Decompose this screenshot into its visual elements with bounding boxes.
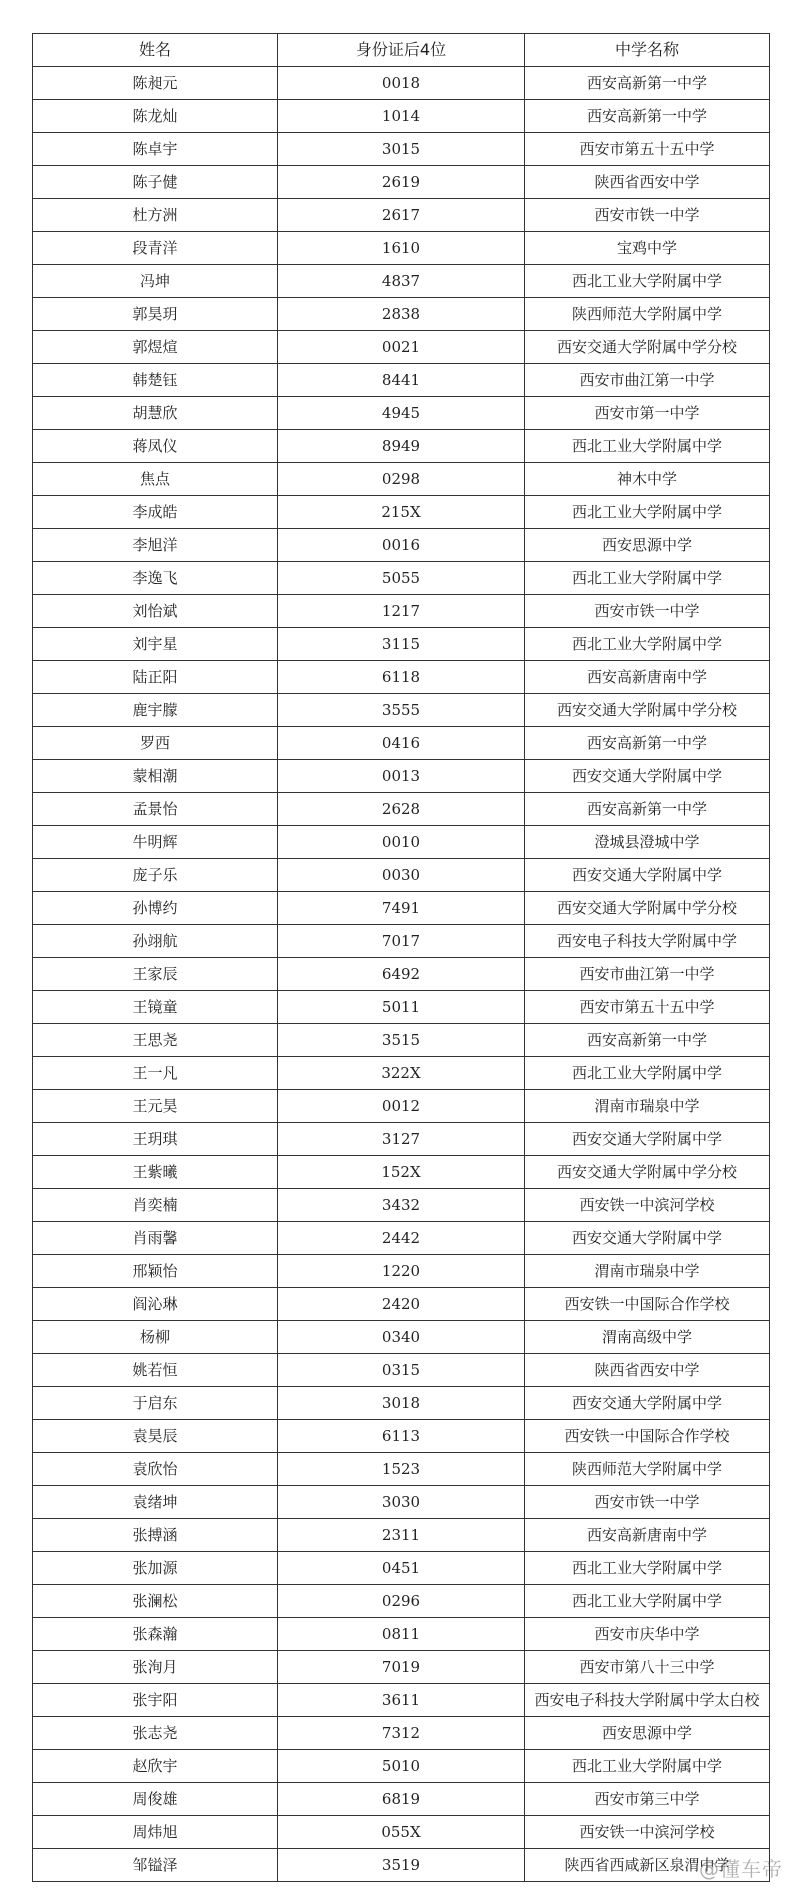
- cell-id-last4: 0016: [278, 529, 525, 562]
- cell-id-last4: 4945: [278, 397, 525, 430]
- table-row: [33, 1816, 770, 1849]
- cell-school: 西安市第三中学: [525, 1783, 770, 1816]
- table-row: [33, 991, 770, 1024]
- cell-name: 孙博约: [33, 892, 278, 925]
- header-row: [33, 34, 770, 67]
- cell-id-last4: 4837: [278, 265, 525, 298]
- cell-name: 张志尧: [33, 1717, 278, 1750]
- cell-name: 袁昊辰: [33, 1420, 278, 1453]
- cell-school: 陕西师范大学附属中学: [525, 298, 770, 331]
- table-row: [33, 1222, 770, 1255]
- cell-name: 王家辰: [33, 958, 278, 991]
- table-row: [33, 1519, 770, 1552]
- cell-id-last4: 3127: [278, 1123, 525, 1156]
- cell-school: 西安高新第一中学: [525, 727, 770, 760]
- cell-id-last4: 152X: [278, 1156, 525, 1189]
- cell-name: 张澜松: [33, 1585, 278, 1618]
- cell-school: 西安高新唐南中学: [525, 661, 770, 694]
- table-row: [33, 826, 770, 859]
- cell-name: 李逸飞: [33, 562, 278, 595]
- cell-name: 邢颖怡: [33, 1255, 278, 1288]
- cell-id-last4: 3015: [278, 133, 525, 166]
- cell-id-last4: 1014: [278, 100, 525, 133]
- cell-id-last4: 0012: [278, 1090, 525, 1123]
- cell-id-last4: 1523: [278, 1453, 525, 1486]
- cell-id-last4: 0296: [278, 1585, 525, 1618]
- cell-school: 西安市铁一中学: [525, 595, 770, 628]
- table-row: [33, 1849, 770, 1882]
- cell-name: 庞子乐: [33, 859, 278, 892]
- cell-school: 西安市第八十三中学: [525, 1651, 770, 1684]
- cell-id-last4: 0416: [278, 727, 525, 760]
- cell-school: 西安高新第一中学: [525, 793, 770, 826]
- cell-name: 张搏涵: [33, 1519, 278, 1552]
- cell-id-last4: 2617: [278, 199, 525, 232]
- cell-school: 西安市第五十五中学: [525, 133, 770, 166]
- cell-id-last4: 3115: [278, 628, 525, 661]
- cell-name: 陆正阳: [33, 661, 278, 694]
- table-row: [33, 859, 770, 892]
- table-row: [33, 1453, 770, 1486]
- cell-school: 西安交通大学附属中学: [525, 760, 770, 793]
- cell-name: 杨柳: [33, 1321, 278, 1354]
- table-row: [33, 67, 770, 100]
- cell-name: 韩楚钰: [33, 364, 278, 397]
- header-school: 中学名称: [525, 34, 770, 67]
- cell-name: 冯坤: [33, 265, 278, 298]
- table-row: [33, 1123, 770, 1156]
- cell-school: 西安电子科技大学附属中学太白校: [525, 1684, 770, 1717]
- cell-school: 西安思源中学: [525, 1717, 770, 1750]
- cell-school: 西安交通大学附属中学分校: [525, 892, 770, 925]
- cell-name: 胡慧欣: [33, 397, 278, 430]
- cell-name: 陈卓宇: [33, 133, 278, 166]
- cell-name: 邹镒泽: [33, 1849, 278, 1882]
- cell-school: 西安铁一中国际合作学校: [525, 1420, 770, 1453]
- header-id-last4: 身份证后4位: [278, 34, 525, 67]
- cell-id-last4: 3030: [278, 1486, 525, 1519]
- cell-school: 西安高新第一中学: [525, 67, 770, 100]
- cell-name: 王镜童: [33, 991, 278, 1024]
- cell-name: 李成皓: [33, 496, 278, 529]
- cell-name: 郭昊玥: [33, 298, 278, 331]
- cell-name: 焦点: [33, 463, 278, 496]
- table-row: [33, 1552, 770, 1585]
- cell-name: 袁绪坤: [33, 1486, 278, 1519]
- watermark-logo: @懂车帝: [699, 1857, 783, 1881]
- cell-id-last4: 2420: [278, 1288, 525, 1321]
- cell-school: 神木中学: [525, 463, 770, 496]
- cell-name: 刘宇星: [33, 628, 278, 661]
- cell-id-last4: 2838: [278, 298, 525, 331]
- cell-id-last4: 1610: [278, 232, 525, 265]
- table-row: [33, 1651, 770, 1684]
- cell-name: 陈龙灿: [33, 100, 278, 133]
- table-row: [33, 595, 770, 628]
- cell-name: 张加源: [33, 1552, 278, 1585]
- cell-name: 孙翊航: [33, 925, 278, 958]
- table-row: [33, 133, 770, 166]
- cell-name: 刘怡斌: [33, 595, 278, 628]
- cell-id-last4: 6819: [278, 1783, 525, 1816]
- table-row: [33, 694, 770, 727]
- cell-school: 西安高新第一中学: [525, 1024, 770, 1057]
- cell-school: 西安思源中学: [525, 529, 770, 562]
- cell-id-last4: 5010: [278, 1750, 525, 1783]
- table-row: [33, 100, 770, 133]
- cell-name: 王元昊: [33, 1090, 278, 1123]
- table-row: [33, 199, 770, 232]
- cell-id-last4: 7019: [278, 1651, 525, 1684]
- cell-name: 鹿宇朦: [33, 694, 278, 727]
- table-row: [33, 1189, 770, 1222]
- cell-school: 陕西省西咸新区泉渭中学: [525, 1849, 770, 1882]
- cell-id-last4: 6492: [278, 958, 525, 991]
- cell-school: 西安交通大学附属中学: [525, 1123, 770, 1156]
- table-header: [33, 34, 770, 67]
- table-row: [33, 1387, 770, 1420]
- table-row: [33, 760, 770, 793]
- cell-name: 牛明辉: [33, 826, 278, 859]
- table-row: [33, 1024, 770, 1057]
- cell-name: 周俊雄: [33, 1783, 278, 1816]
- table-row: [33, 1618, 770, 1651]
- table-row: [33, 1420, 770, 1453]
- table-row: [33, 562, 770, 595]
- cell-id-last4: 2619: [278, 166, 525, 199]
- table-row: [33, 1321, 770, 1354]
- cell-name: 王思尧: [33, 1024, 278, 1057]
- cell-school: 西北工业大学附属中学: [525, 1585, 770, 1618]
- cell-id-last4: 0340: [278, 1321, 525, 1354]
- table-row: [33, 1090, 770, 1123]
- cell-school: 西安市曲江第一中学: [525, 958, 770, 991]
- table-row: [33, 298, 770, 331]
- cell-school: 西北工业大学附属中学: [525, 1552, 770, 1585]
- cell-id-last4: 215X: [278, 496, 525, 529]
- cell-name: 段青洋: [33, 232, 278, 265]
- cell-id-last4: 6113: [278, 1420, 525, 1453]
- table-row: [33, 1156, 770, 1189]
- cell-id-last4: 0811: [278, 1618, 525, 1651]
- table-row: [33, 397, 770, 430]
- cell-id-last4: 0451: [278, 1552, 525, 1585]
- cell-id-last4: 2311: [278, 1519, 525, 1552]
- cell-school: 西安高新唐南中学: [525, 1519, 770, 1552]
- cell-name: 周炜旭: [33, 1816, 278, 1849]
- table-row: [33, 1255, 770, 1288]
- cell-name: 陈子健: [33, 166, 278, 199]
- table-row: [33, 1354, 770, 1387]
- table-row: [33, 166, 770, 199]
- table-row: [33, 1783, 770, 1816]
- table-row: [33, 529, 770, 562]
- cell-school: 渭南市瑞泉中学: [525, 1255, 770, 1288]
- header-name: 姓名: [33, 34, 278, 67]
- cell-name: 王玥琪: [33, 1123, 278, 1156]
- table-row: [33, 496, 770, 529]
- cell-id-last4: 7312: [278, 1717, 525, 1750]
- cell-id-last4: 0021: [278, 331, 525, 364]
- table-row: [33, 1684, 770, 1717]
- cell-name: 蒙相潮: [33, 760, 278, 793]
- cell-school: 澄城县澄城中学: [525, 826, 770, 859]
- cell-id-last4: 0315: [278, 1354, 525, 1387]
- cell-id-last4: 3432: [278, 1189, 525, 1222]
- cell-school: 西安铁一中国际合作学校: [525, 1288, 770, 1321]
- cell-name: 陈昶元: [33, 67, 278, 100]
- table-row: [33, 232, 770, 265]
- cell-id-last4: 2442: [278, 1222, 525, 1255]
- table-row: [33, 628, 770, 661]
- cell-school: 陕西省西安中学: [525, 1354, 770, 1387]
- cell-school: 西安铁一中滨河学校: [525, 1189, 770, 1222]
- cell-id-last4: 055X: [278, 1816, 525, 1849]
- cell-id-last4: 0013: [278, 760, 525, 793]
- cell-name: 张宇阳: [33, 1684, 278, 1717]
- cell-school: 渭南市瑞泉中学: [525, 1090, 770, 1123]
- table-row: [33, 1750, 770, 1783]
- cell-id-last4: 5011: [278, 991, 525, 1024]
- cell-school: 西北工业大学附属中学: [525, 628, 770, 661]
- cell-school: 西安交通大学附属中学: [525, 1387, 770, 1420]
- cell-name: 蒋凤仪: [33, 430, 278, 463]
- cell-id-last4: 8441: [278, 364, 525, 397]
- cell-id-last4: 0030: [278, 859, 525, 892]
- cell-school: 西安交通大学附属中学: [525, 859, 770, 892]
- cell-name: 于启东: [33, 1387, 278, 1420]
- cell-id-last4: 7491: [278, 892, 525, 925]
- cell-name: 杜方洲: [33, 199, 278, 232]
- cell-school: 渭南高级中学: [525, 1321, 770, 1354]
- table-row: [33, 661, 770, 694]
- table-row: [33, 892, 770, 925]
- cell-name: 郭煜煊: [33, 331, 278, 364]
- cell-school: 西安市第五十五中学: [525, 991, 770, 1024]
- table-row: [33, 958, 770, 991]
- table-row: [33, 1057, 770, 1090]
- table-row: [33, 1486, 770, 1519]
- cell-school: 西安电子科技大学附属中学: [525, 925, 770, 958]
- table-body: [33, 67, 770, 1882]
- cell-school: 西北工业大学附属中学: [525, 562, 770, 595]
- cell-name: 李旭洋: [33, 529, 278, 562]
- table-row: [33, 265, 770, 298]
- cell-school: 西北工业大学附属中学: [525, 1750, 770, 1783]
- cell-name: 姚若恒: [33, 1354, 278, 1387]
- cell-school: 陕西省西安中学: [525, 166, 770, 199]
- cell-id-last4: 3519: [278, 1849, 525, 1882]
- roster-sheet: [32, 33, 769, 1882]
- cell-id-last4: 3515: [278, 1024, 525, 1057]
- cell-school: 西安交通大学附属中学分校: [525, 331, 770, 364]
- table-row: [33, 1585, 770, 1618]
- cell-school: 西安市曲江第一中学: [525, 364, 770, 397]
- table-row: [33, 364, 770, 397]
- cell-id-last4: 0018: [278, 67, 525, 100]
- cell-id-last4: 7017: [278, 925, 525, 958]
- cell-id-last4: 0298: [278, 463, 525, 496]
- cell-name: 袁欣怡: [33, 1453, 278, 1486]
- cell-school: 西安市第一中学: [525, 397, 770, 430]
- cell-school: 西安市庆华中学: [525, 1618, 770, 1651]
- cell-id-last4: 0010: [278, 826, 525, 859]
- cell-id-last4: 1217: [278, 595, 525, 628]
- cell-id-last4: 3555: [278, 694, 525, 727]
- cell-school: 西北工业大学附属中学: [525, 1057, 770, 1090]
- cell-id-last4: 322X: [278, 1057, 525, 1090]
- cell-id-last4: 2628: [278, 793, 525, 826]
- cell-name: 肖奕楠: [33, 1189, 278, 1222]
- table-row: [33, 331, 770, 364]
- cell-id-last4: 6118: [278, 661, 525, 694]
- cell-name: 罗西: [33, 727, 278, 760]
- table-row: [33, 925, 770, 958]
- cell-id-last4: 3611: [278, 1684, 525, 1717]
- cell-name: 王紫曦: [33, 1156, 278, 1189]
- cell-name: 赵欣宇: [33, 1750, 278, 1783]
- cell-school: 宝鸡中学: [525, 232, 770, 265]
- cell-name: 张森瀚: [33, 1618, 278, 1651]
- table-row: [33, 1288, 770, 1321]
- cell-school: 西安市铁一中学: [525, 1486, 770, 1519]
- cell-name: 张洵月: [33, 1651, 278, 1684]
- cell-id-last4: 3018: [278, 1387, 525, 1420]
- cell-school: 西安交通大学附属中学分校: [525, 1156, 770, 1189]
- cell-school: 西安交通大学附属中学分校: [525, 694, 770, 727]
- table-row: [33, 727, 770, 760]
- cell-school: 西北工业大学附属中学: [525, 265, 770, 298]
- cell-school: 陕西师范大学附属中学: [525, 1453, 770, 1486]
- cell-school: 西北工业大学附属中学: [525, 496, 770, 529]
- cell-school: 西安高新第一中学: [525, 100, 770, 133]
- cell-id-last4: 8949: [278, 430, 525, 463]
- cell-id-last4: 1220: [278, 1255, 525, 1288]
- table-row: [33, 430, 770, 463]
- cell-id-last4: 5055: [278, 562, 525, 595]
- cell-school: 西北工业大学附属中学: [525, 430, 770, 463]
- cell-school: 西安铁一中滨河学校: [525, 1816, 770, 1849]
- cell-name: 阎沁琳: [33, 1288, 278, 1321]
- cell-name: 孟景怡: [33, 793, 278, 826]
- table-row: [33, 793, 770, 826]
- table-row: [33, 1717, 770, 1750]
- table-row: [33, 463, 770, 496]
- cell-school: 西安市铁一中学: [525, 199, 770, 232]
- student-roster-table: [32, 33, 770, 1882]
- cell-name: 肖雨馨: [33, 1222, 278, 1255]
- cell-name: 王一凡: [33, 1057, 278, 1090]
- cell-school: 西安交通大学附属中学: [525, 1222, 770, 1255]
